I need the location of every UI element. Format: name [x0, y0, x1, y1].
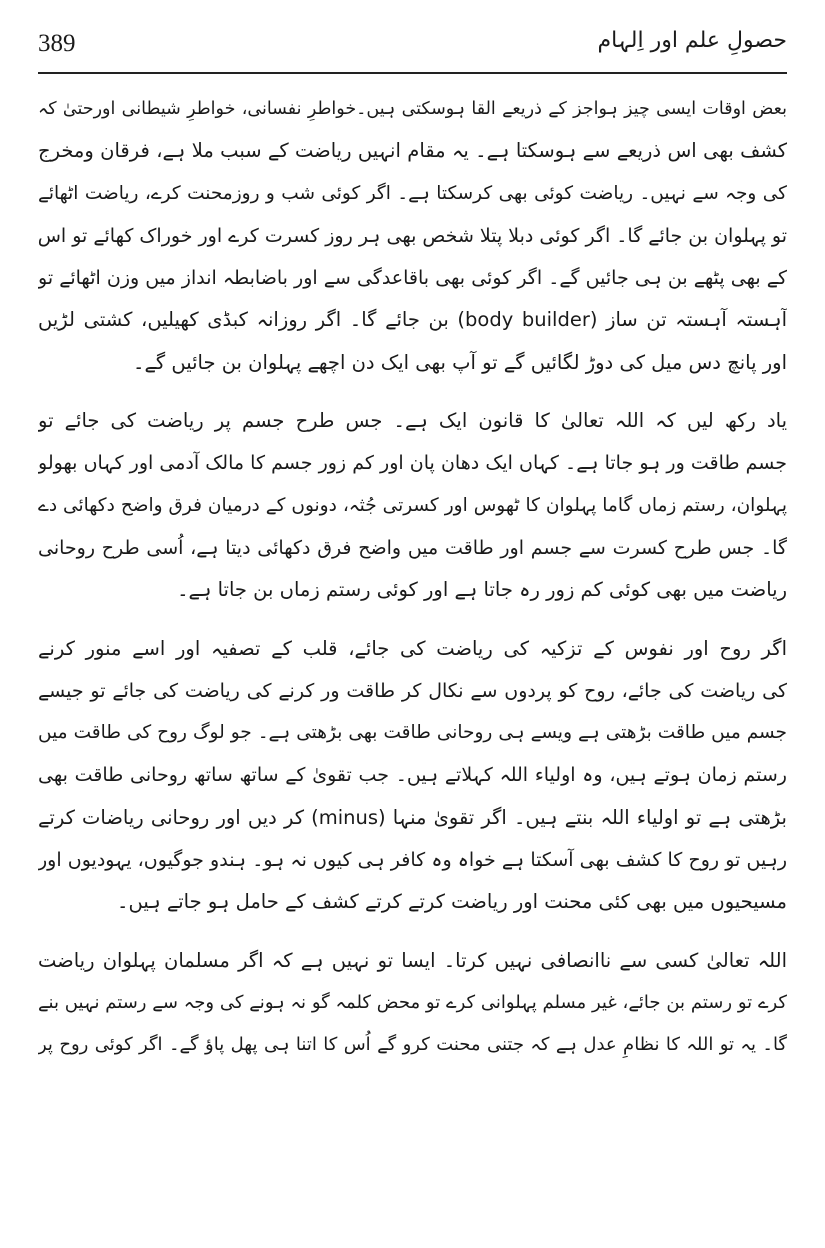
- text-line: ریاضت میں بھی کوئی کم زور رہ جاتا ہے اور کوئی رستم زماں بن جاتا ہے۔: [177, 578, 787, 602]
- text-line: کی وجہ سے نہیں۔ ریاضت کوئی بھی کرسکتا ہے۔ اگر کوئی شب و روزمحنت کرے، ریاضت اٹھائے: [38, 182, 787, 204]
- text-line: جسم میں طاقت بڑھتی ہے ویسے ہی روحانی طاقت بھی بڑھتی ہے۔ جو لوگ روح کی طاقت میں: [38, 722, 787, 744]
- text-line: بڑھتی ہے تو اولیاء اللہ بنتے ہیں۔ اگر تقویٰ منہا (minus) کر دیں اور روحانی ریاضات کرتے: [38, 805, 787, 829]
- text-line: رستم زمان ہوتے ہیں، وہ اولیاء اللہ کہلاتے ہیں۔ جب تقویٰ کے ساتھ ساتھ روحانی طاقت بھی: [38, 764, 787, 787]
- paragraph: [38, 628, 787, 924]
- paragraph: [38, 88, 787, 384]
- text-line: اللہ تعالیٰ کسی سے ناانصافی نہیں کرتا۔ ایسا تو نہیں ہے کہ اگر مسلمان پہلوان ریاضت: [38, 948, 787, 972]
- text-line: اور پانچ دس میل کی دوڑ لگائیں گے تو آپ بھی ایک دن اچھے پہلوان بن جائیں گے۔: [133, 350, 787, 374]
- page-header: [38, 22, 787, 74]
- text-line: مسیحیوں میں بھی کئی محنت اور ریاضت کرتے کرتے کشف کے حامل ہو جاتے ہیں۔: [117, 890, 787, 914]
- text-line: آہستہ آہستہ تن ساز (body builder) بن جائے گا۔ اگر روزانہ کبڈی کھیلیں، کشتی لڑیں: [38, 308, 787, 332]
- paragraph: [38, 400, 787, 611]
- text-line: گا۔ یہ تو اللہ کا نظامِ عدل ہے کہ جتنی محنت کرو گے اُس کا اتنا ہی پھل پاؤ گے۔ اگر کوئی روح پر: [38, 1034, 787, 1056]
- text-line: تو پہلوان بن جائے گا۔ اگر کوئی دبلا پتلا شخص بھی ہر روز کسرت کرے اور خوراک کھائے تو اس: [38, 224, 787, 247]
- running-title: حصولِ علم اور اِلہام: [597, 28, 787, 53]
- text-line: یاد رکھ لیں کہ اللہ تعالیٰ کا قانون ایک ہے۔ جس طرح جسم پر ریاضت کی جائے تو: [38, 409, 787, 433]
- text-line: کے بھی پٹھے بن ہی جائیں گے۔ اگر کوئی بھی باقاعدگی سے اور باضابطہ انداز میں وزن اٹھائے تو: [38, 267, 787, 290]
- text-line: اگر روح اور نفوس کے تزکیہ کی ریاضت کی جائے، قلب کے تصفیہ اور اسے منور کرنے: [38, 636, 787, 660]
- text-line: بعض اوقات ایسی چیز ہواجز کے ذریعے القا ہوسکتی ہیں۔خواطرِ نفسانی، خواطرِ شیطانی اورحتیٰ کہ: [38, 99, 787, 119]
- paragraph: [38, 940, 787, 1067]
- text-line: گا۔ جس طرح کسرت سے جسم اور طاقت میں واضح فرق دکھائی دیتا ہے، اُسی طرح روحانی: [38, 536, 787, 559]
- text-line: کی ریاضت کی جائے، روح کو پردوں سے نکال کر طاقت ور کرنے کی ریاضت کی جائے تو جیسے: [38, 679, 787, 702]
- page-number: 389: [38, 30, 76, 57]
- text-line: کشف بھی اس ذریعے سے ہوسکتا ہے۔ یہ مقام انہیں ریاضت کے سبب ملا ہے، فرقان ومخرج: [38, 139, 787, 163]
- text-line: رہیں تو روح کا کشف بھی آسکتا ہے خواہ وہ کافر ہی کیوں نہ ہو۔ ہندو جوگیوں، یہودیوں اور: [38, 849, 787, 872]
- page-body: [38, 88, 787, 1083]
- text-line: پہلوان، رستم زماں گاما پہلوان کا ٹھوس اور کسرتی جُثہ، دونوں کے درمیان فرق واضح دکھائی دے: [38, 494, 787, 516]
- text-line: جسم طاقت ور ہو جاتا ہے۔ کہاں ایک دھان پان اور کم زور جسم کا مالک آدمی اور کہاں بھولو: [38, 452, 787, 475]
- text-line: کرے تو رستم بن جائے، غیر مسلم پہلوانی کرے تو محض کلمہ گو نہ ہونے کی وجہ سے رستم نہیں بنے: [38, 991, 787, 1013]
